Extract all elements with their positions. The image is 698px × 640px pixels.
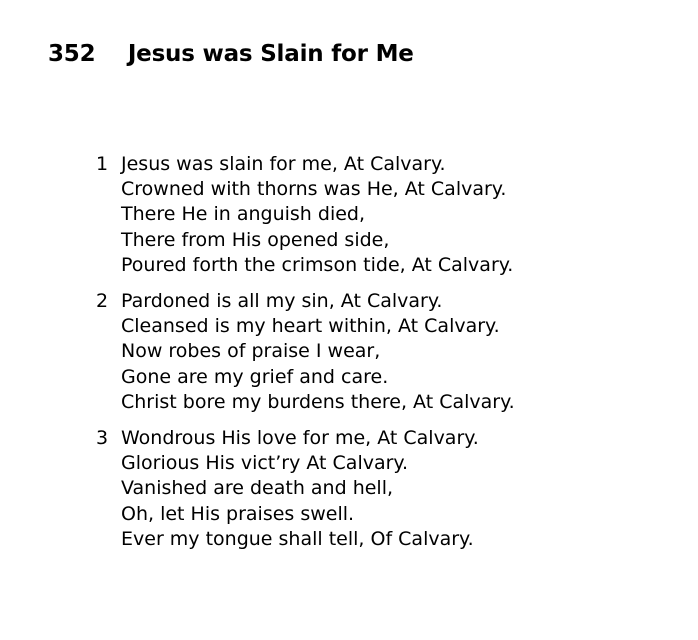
verse-line: Glorious His vict’ry At Calvary. [121, 452, 408, 475]
verse-line: There from His opened side, [121, 228, 390, 251]
verses [96, 152, 515, 563]
verse-2 [96, 289, 515, 415]
verse-line: Pardoned is all my sin, At Calvary. [121, 290, 443, 313]
verse-1 [96, 152, 515, 278]
verse-line: Ever my tongue shall tell, Of Calvary. [121, 527, 474, 550]
verse-line: Vanished are death and hell, [121, 477, 394, 500]
verse-line: There He in anguish died, [121, 203, 366, 226]
verse-line: Now robes of praise I wear, [121, 340, 381, 363]
hymn-header [48, 41, 414, 67]
verse-line: Wondrous His love for me, At Calvary. [121, 427, 479, 450]
verse-number: 3 [96, 427, 109, 450]
hymn-title: Jesus was Slain for Me [127, 41, 414, 67]
verse-line: Jesus was slain for me, At Calvary. [121, 153, 446, 175]
verse-number: 1 [96, 153, 109, 175]
verse-lines [121, 426, 515, 552]
verse-lines [121, 152, 515, 278]
verse-line: Gone are my grief and care. [121, 365, 389, 388]
verse-line: Crowned with thorns was He, At Calvary. [121, 178, 507, 201]
verse-line: Cleansed is my heart within, At Calvary. [121, 315, 500, 338]
hymn-number: 352 [48, 41, 96, 67]
verse-line: Oh, let His praises swell. [121, 502, 355, 525]
verse-line: Poured forth the crimson tide, At Calvary. [121, 253, 514, 276]
verse-number: 2 [96, 290, 109, 313]
verse-line: Christ bore my burdens there, At Calvary. [121, 390, 515, 413]
verse-3 [96, 426, 515, 552]
verse-lines [121, 289, 515, 415]
